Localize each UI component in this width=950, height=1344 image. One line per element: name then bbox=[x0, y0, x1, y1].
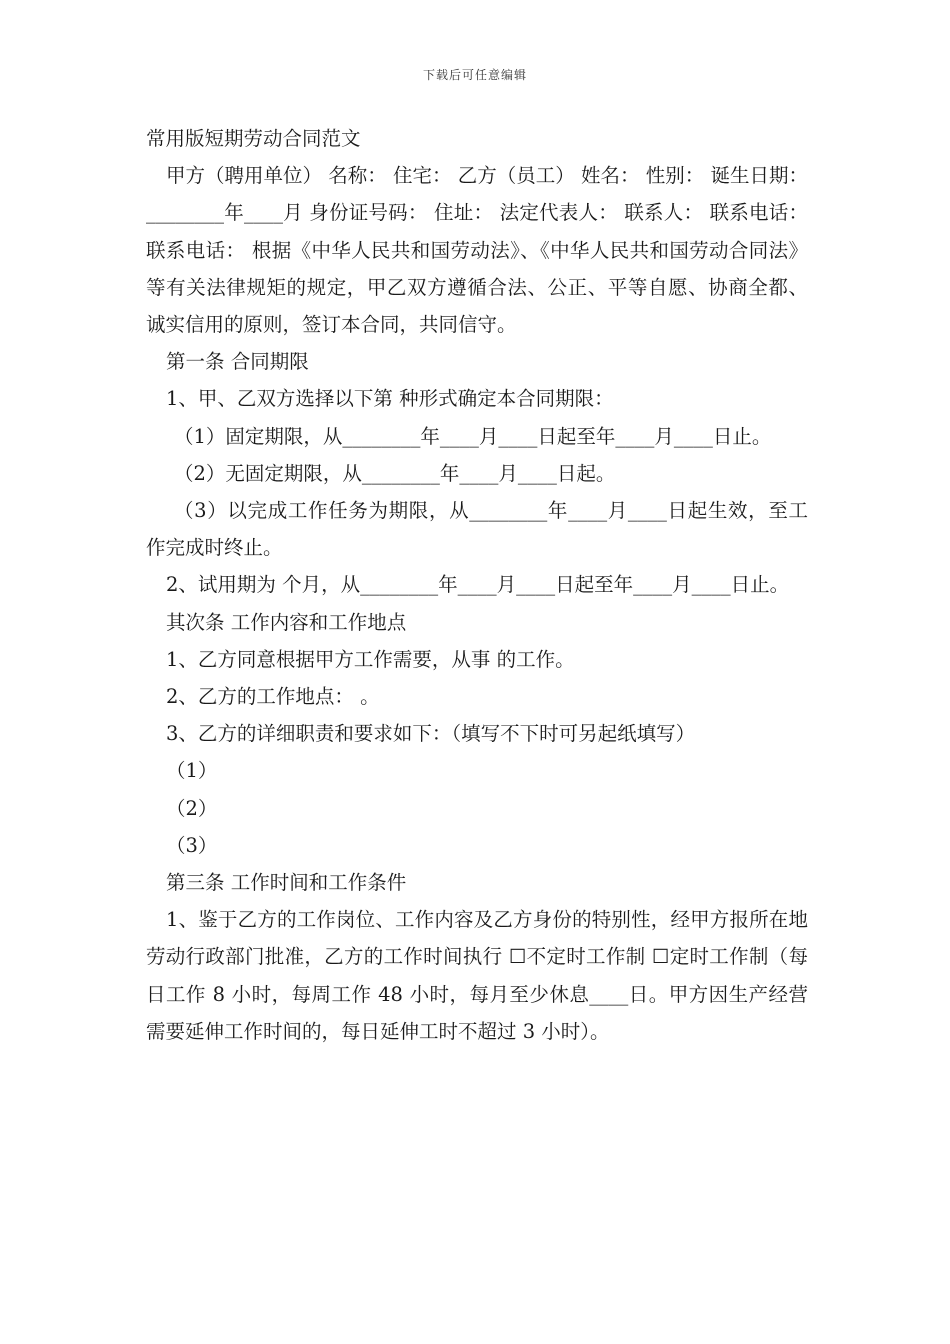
term-option-task: （3）以完成工作任务为期限，从________年____月____日起生效，至工作完成时终止。 bbox=[146, 499, 808, 560]
article-2-clause-1: 1、乙方同意根据甲方工作需要，从事 的工作。 bbox=[166, 647, 575, 671]
article-2-clause-2: 2、乙方的工作地点： 。 bbox=[166, 685, 380, 709]
article-3-clause-1: 1、鉴于乙方的工作岗位、工作内容及乙方身份的特别性，经甲方报所在地劳动行政部门批准，乙方的工作时间执行 ☐不定时工作制 ☐定时工作制（每日工作 8 小时，每周工作 48 小时，每月至少休息____日。甲方因生产经营需要延伸工作时间的，每日延伸工时不超过 3 小时）。 bbox=[146, 908, 808, 1043]
term-option-open: （2）无固定期限，从________年____月____日起。 bbox=[174, 461, 616, 485]
download-note: 下载后可任意编辑 bbox=[422, 68, 527, 82]
contract-document bbox=[146, 120, 808, 1050]
document-title: 常用版短期劳动合同范文 bbox=[146, 127, 361, 150]
article-2-clause-3: 3、乙方的详细职责和要求如下：（填写不下时可另起纸填写） bbox=[166, 722, 696, 746]
article-1-clause-1: 1、甲、乙双方选择以下第 种形式确定本合同期限： bbox=[166, 387, 614, 411]
duty-item-3: （3） bbox=[166, 833, 218, 857]
parties-paragraph: 甲方（聘用单位） 名称： 住宅： 乙方（员工） 姓名： 性别： 诞生日期：________年____月 身份证号码： 住址： 法定代表人： 联系人： 联系电话： 联系电话： 根据《中华人民共和国劳动法》、《中华人民共和国劳动合同法》等有关法律规矩的规定，甲乙双方遵循合法、公正、平等自愿、协商全都、诚实信用的原则，签订本合同，共同信守。 bbox=[146, 164, 808, 337]
term-option-fixed: （1）固定期限，从________年____月____日起至年____月____日止。 bbox=[174, 424, 772, 448]
article-3-heading: 第三条 工作时间和工作条件 bbox=[166, 871, 407, 895]
duty-item-1: （1） bbox=[166, 759, 218, 783]
article-2-heading: 其次条 工作内容和工作地点 bbox=[166, 610, 407, 634]
article-1-heading: 第一条 合同期限 bbox=[166, 350, 309, 374]
probation-clause: 2、试用期为 个月，从________年____月____日起至年____月____日止。 bbox=[166, 573, 790, 597]
duty-item-2: （2） bbox=[166, 796, 218, 820]
